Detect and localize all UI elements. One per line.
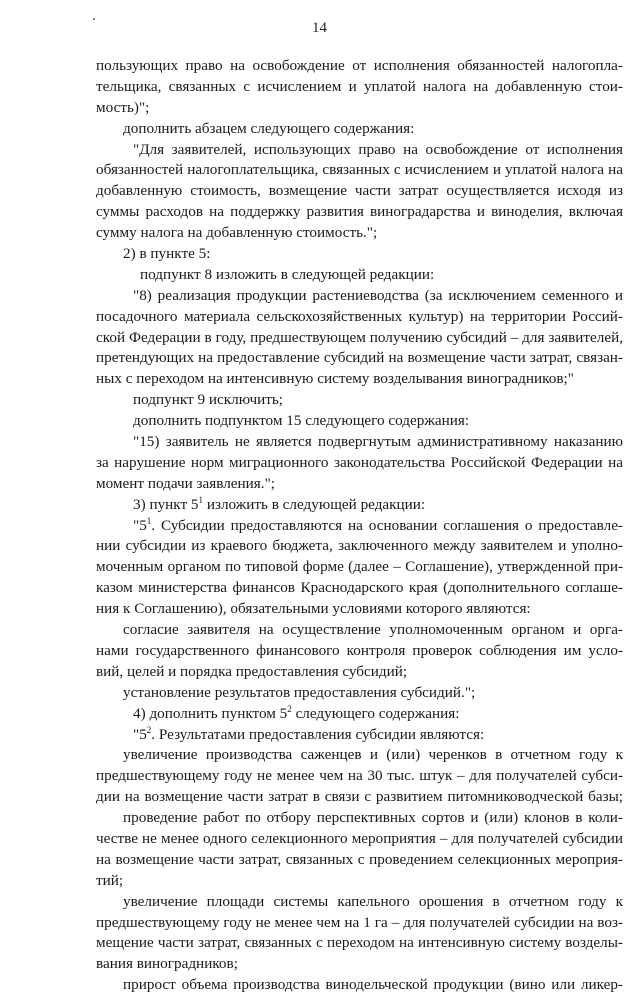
text-line-content: дополнить абзацем следующего содержания: — [123, 119, 415, 137]
text-line — [96, 77, 623, 98]
text-line-content: увеличение производства саженцев и (или) черенков в отчетном году к — [123, 746, 623, 764]
text-line-content: предшествующему году не менее чем на 1 га – для получателей субсидии на воз- — [96, 913, 623, 931]
text-line — [96, 871, 623, 892]
text-line-content: моченным органом по типовой форме (далее – Соглашение), утвержденной при- — [96, 558, 623, 576]
text-line-content: предшествующему году не менее чем на 30 тыс. штук – для получателей субси- — [96, 767, 623, 785]
text-line-content: претендующих на предоставление субсидий на возмещение части затрат, связан- — [96, 349, 623, 367]
text-line — [96, 913, 623, 934]
text-line-content: нами государственного финансового контроля проверок соблюдения им усло- — [96, 641, 623, 659]
text-line — [96, 495, 623, 516]
text-line — [96, 725, 623, 746]
text-line-content: вий, целей и порядка предоставления субсидий; — [96, 662, 408, 680]
text-line — [96, 307, 623, 328]
text-line — [96, 516, 623, 537]
text-line — [96, 766, 623, 787]
text-line — [96, 160, 623, 181]
text-line — [96, 181, 623, 202]
text-line-content: честве не менее одного селекционного мероприятия – для получателей субсидии — [96, 829, 623, 847]
text-line-content: мость)"; — [96, 98, 150, 116]
superscript-index: 2 — [146, 724, 152, 735]
text-line-content: подпункт 9 исключить; — [133, 391, 284, 409]
text-line — [96, 244, 623, 265]
text-line — [96, 620, 623, 641]
text-line-content: нии субсидии из краевого бюджета, заключенного между заявителем и уполно- — [96, 537, 623, 555]
text-line — [96, 808, 623, 829]
text-line — [96, 328, 623, 349]
text-line — [96, 829, 623, 850]
text-line-content: вания виноградников; — [96, 955, 238, 973]
superscript-index: 2 — [287, 703, 292, 714]
text-line-content: на возмещение части затрат, связанных с проведением селекционных мероприя- — [96, 850, 623, 868]
text-line — [96, 787, 623, 808]
text-line — [96, 850, 623, 871]
text-line — [96, 954, 623, 975]
text-line-content: "Для заявителей, использующих право на освобождение от исполнения — [133, 140, 623, 158]
text-line-content: проведение работ по отбору перспективных сортов и (или) клонов в коли- — [123, 809, 623, 827]
text-line — [96, 662, 623, 683]
text-line — [96, 933, 623, 954]
text-line — [96, 202, 623, 223]
text-line-content: добавленную стоимость, возмещение части затрат осуществляется исходя из — [96, 182, 623, 200]
text-line-continuation: . Субсидии предоставляются на основании соглашения о предоставле- — [151, 516, 623, 534]
text-line-content: за нарушение норм миграционного законодательства Российской Федерации на — [96, 453, 623, 471]
text-line — [96, 599, 623, 620]
text-line — [96, 98, 623, 119]
text-line-content: казом министерства финансов Краснодарского края (дополнительного соглаше- — [96, 579, 623, 597]
text-line — [96, 286, 623, 307]
text-line — [96, 892, 623, 913]
text-line-content: мещение части затрат, связанных с переходом на интенсивную систему возделы- — [96, 934, 623, 952]
text-line — [96, 975, 623, 996]
text-line-content: тий; — [96, 871, 124, 889]
text-line-content: "15) заявитель не является подвергнутым административному наказанию — [133, 433, 623, 451]
text-line-content: "5 — [133, 516, 147, 534]
text-line-content: ния к Соглашению), обязательными условиями которого являются: — [96, 600, 531, 618]
text-line-content: дополнить подпунктом 15 следующего содержания: — [133, 412, 470, 430]
document-body — [96, 56, 623, 996]
text-line — [96, 641, 623, 662]
text-line — [96, 474, 623, 495]
text-line — [96, 119, 623, 140]
text-line — [96, 369, 623, 390]
text-line-content: ской Федерации в году, предшествующем получению субсидий – для заявителей, — [96, 328, 623, 346]
text-line-continuation: изложить в следующей редакции: — [203, 495, 426, 513]
text-line-content: дии на возмещение части затрат в связи с развитием питомниководческой базы; — [96, 788, 623, 806]
text-line-content: согласие заявителя на осуществление уполномоченным органом и орга- — [123, 621, 623, 639]
text-line-content: ных с переходом на интенсивную систему возделывания виноградников;" — [96, 370, 574, 388]
text-line-content: 3) пункт 5 — [133, 495, 199, 513]
text-line-content: сумму налога на добавленную стоимость."; — [96, 224, 378, 242]
text-line — [96, 453, 623, 474]
superscript-index: 1 — [198, 494, 204, 505]
page-number: 14 — [312, 20, 327, 36]
text-line — [96, 223, 623, 244]
text-line — [96, 140, 623, 161]
text-line — [96, 745, 623, 766]
text-line-continuation: . Результатами предоставления субсидии являются: — [151, 725, 485, 743]
text-line — [96, 348, 623, 369]
text-line-content: 4) дополнить пунктом 5 — [133, 704, 288, 722]
text-line — [96, 411, 623, 432]
text-line — [96, 536, 623, 557]
text-line — [96, 683, 623, 704]
text-line-content: "5 — [133, 725, 147, 743]
text-line-content: "8) реализация продукции растениеводства (за исключением семенного и — [133, 286, 623, 304]
text-line — [96, 265, 623, 286]
text-line-content: обязанностей налогоплательщика, связанных с исчислением и уплатой налога на — [96, 161, 623, 179]
text-line — [96, 432, 623, 453]
text-line-content: подпункт 8 изложить в следующей редакции: — [140, 265, 435, 283]
text-line-content: посадочного материала сельскохозяйственных культур) на территории Россий- — [96, 307, 623, 325]
text-line — [96, 56, 623, 77]
text-line-content: суммы расходов на поддержку развития виноградарства и виноделия, включая — [96, 203, 623, 221]
superscript-index: 1 — [146, 515, 152, 526]
text-line-content: прирост объема производства винодельческой продукции (вино или ликер- — [123, 976, 623, 994]
text-line-content: момент подачи заявления."; — [96, 474, 276, 492]
text-line — [96, 578, 623, 599]
text-line-content: увеличение площади системы капельного орошения в отчетном году к — [123, 892, 623, 910]
text-line — [96, 390, 623, 411]
text-line-content: 2) в пункте 5: — [123, 245, 211, 263]
text-line-continuation: следующего содержания: — [291, 704, 460, 722]
text-line-content: тельщика, связанных с исчислением и уплатой налога на добавленную стои- — [96, 77, 623, 95]
text-line-content: пользующих право на освобождение от исполнения обязанностей налогопла- — [96, 57, 623, 74]
text-line — [96, 557, 623, 578]
text-line-content: установление результатов предоставления субсидий."; — [123, 683, 476, 701]
text-line — [96, 704, 623, 725]
